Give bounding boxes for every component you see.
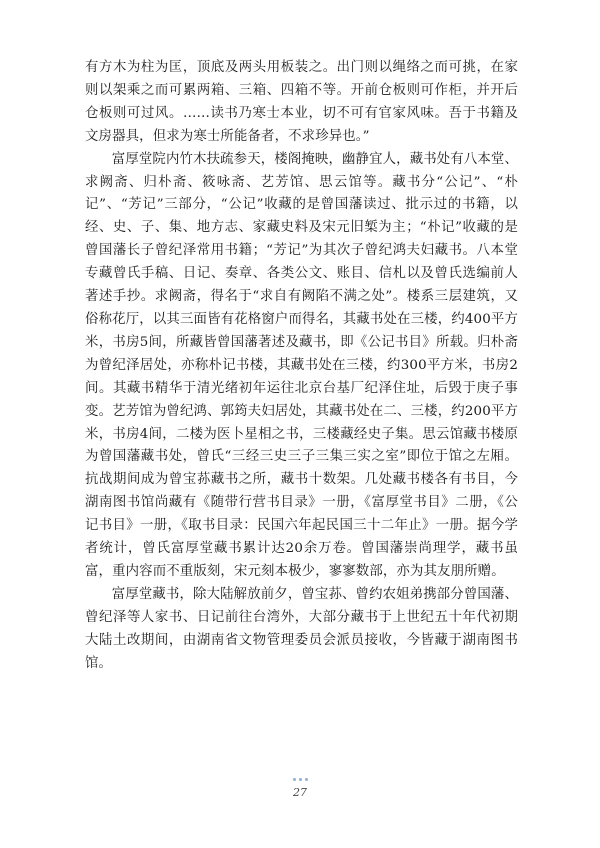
- paragraph-1: 有方木为柱为匡，顶底及两头用板装之。出门则以绳络之而可挑，在家则以架乘之而可累两箱、三箱、四箱不等。开前仓板则可作柜，并开后仓板则可过风。……读书乃寒士本业，切不可有官家风味。吾于书籍及文房器具，但求为寒士所能备者，不求珍异也。”: [85, 60, 518, 144]
- page-body: [85, 57, 518, 675]
- page-number: 27: [293, 786, 307, 799]
- paragraph-3: 富厚堂藏书，除大陆解放前夕，曾宝荪、曾约农姐弟携部分曾国藩、曾纪泽等人家书、日记前往台湾外，大部分藏书于上世纪五十年代初期大陆土改期间，由湖南省文物管理委员会派员接收，今皆藏于湖南图书馆。: [85, 586, 519, 671]
- three-dot-ornament-icon: [293, 778, 308, 781]
- paragraph-2: 富厚堂院内竹木扶疏参天，楼阁掩映，幽静宜人，藏书处有八本堂、求阙斋、归朴斋、筱咏斋、艺芳馆、思云馆等。藏书分“公记”、“朴记”、“芳记”三部分，“公记”收藏的是曾国藩读过、批示过的书籍，以经、史、子、集、地方志、家藏史料及宋元旧椠为主；“朴记”收藏的是曾国藩长子曾纪泽常用书籍；“芳记”为其次子曾纪鸿夫妇藏书。八本堂专藏曾氏手稿、日记、奏章、各类公文、账目、信札以及曾氏选编前人著述手抄。求阙斋，得名于“求自有阙陷不满之处”。楼系三层建筑，又俗称花厅，以其三面皆有花格窗户而得名，其藏书处在三楼，约400平方米，书房5间，所藏皆曾国藩著述及藏书，即《公记书目》所载。归朴斋为曾纪泽居处，亦称朴记书楼，其藏书处在三楼，约300平方米，书房2间。其藏书精华于清光绪初年运往北京台基厂纪泽住址，后毁于庚子事变。艺芳馆为曾纪鸿、郭筠夫妇居处，其藏书处在二、三楼，约200平方米，书房4间，二楼为医卜星相之书，三楼藏经史子集。思云馆藏书楼原为曾国藩藏书处，曾氏“三经三史三子三集三实之室”即位于馆之左厢。抗战期间成为曾宝荪藏书之所，藏书十数架。几处藏书楼各有书目，今湖南图书馆尚藏有《随带行营书目录》一册，《富厚堂书目》二册，《公记书目》一册，《取书目录：民国六年起民国三十二年止》一册。据今学者统计，曾氏富厚堂藏书累计达20余万卷。曾国藩崇尚理学，藏书虽富，重内容而不重版刻，宋元刻本极少，寥寥数部，亦为其友朋所赠。: [85, 151, 519, 579]
- page-footer: [0, 766, 600, 799]
